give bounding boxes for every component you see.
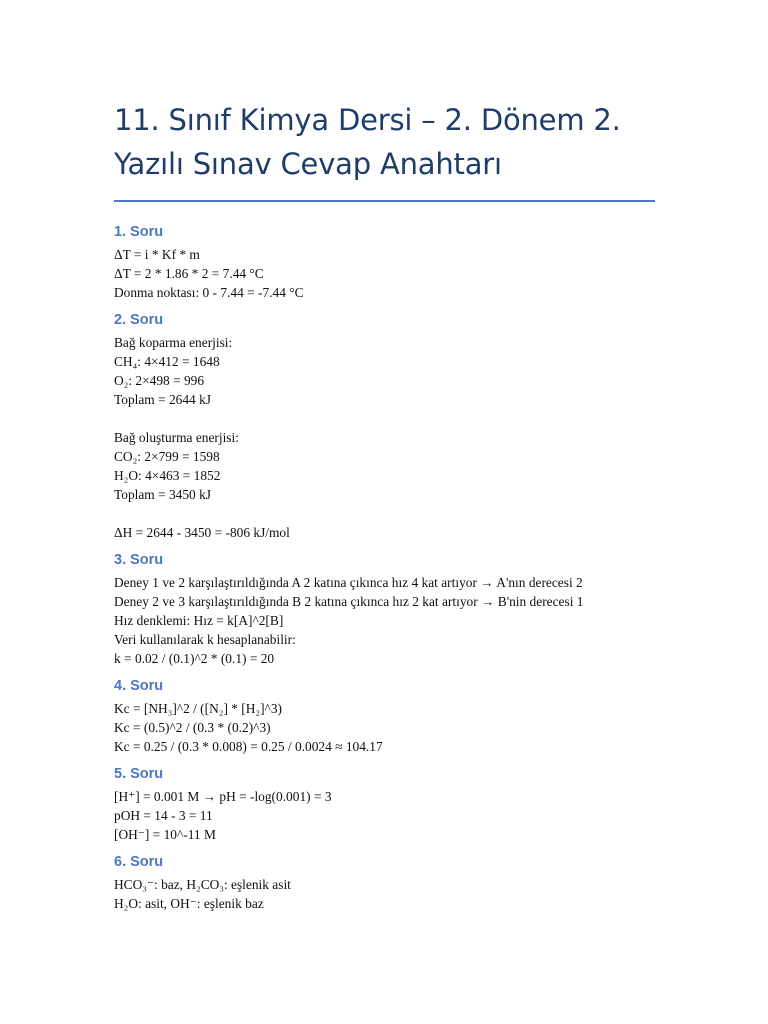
answer-line: H₂O: asit, OH⁻: eşlenik baz [114, 896, 264, 911]
answer-line: Toplam = 3450 kJ [114, 487, 211, 502]
answer-line: [OH⁻] = 10^-11 M [114, 827, 216, 842]
answer-section [114, 677, 654, 756]
section-heading: 3. Soru [114, 552, 164, 568]
answer-line: O₂: 2×498 = 996 [114, 373, 205, 388]
answer-line: H₂O: 4×463 = 1852 [114, 468, 221, 483]
document-title-line-1: 11. Sınıf Kimya Dersi – 2. Dönem 2. [114, 103, 621, 137]
answer-line: ΔH = 2644 - 3450 = -806 kJ/mol [114, 525, 290, 540]
answer-line: Deney 1 ve 2 karşılaştırıldığında A 2 katına çıkınca hız 4 kat artıyor → A'nın derecesi 2 [114, 575, 583, 590]
blank-line [114, 504, 654, 523]
blank-line [114, 409, 654, 428]
answer-sections [114, 223, 654, 913]
answer-line: Toplam = 2644 kJ [114, 392, 211, 407]
answer-line: pOH = 14 - 3 = 11 [114, 808, 213, 823]
answer-line: Donma noktası: 0 - 7.44 = -7.44 °C [114, 285, 304, 300]
section-heading: 2. Soru [114, 312, 164, 328]
answer-line: ΔT = i * Kf * m [114, 247, 200, 262]
document-page [114, 98, 654, 922]
section-heading: 5. Soru [114, 766, 164, 782]
answer-section [114, 223, 654, 302]
section-heading: 1. Soru [114, 224, 164, 240]
answer-line: CH₄: 4×412 = 1648 [114, 354, 220, 369]
answer-line: Deney 2 ve 3 karşılaştırıldığında B 2 katına çıkınca hız 2 kat artıyor → B'nin derecesi 1 [114, 594, 584, 609]
answer-line: Kc = 0.25 / (0.3 * 0.008) = 0.25 / 0.0024 ≈ 104.17 [114, 739, 383, 754]
answer-section [114, 551, 654, 668]
answer-line: Bağ oluşturma enerjisi: [114, 430, 239, 445]
answer-line: Kc = [NH₃]^2 / ([N₂] * [H₂]^3) [114, 701, 282, 716]
document-title-line-2: Yazılı Sınav Cevap Anahtarı [114, 147, 502, 181]
answer-section [114, 311, 654, 542]
answer-line: CO₂: 2×799 = 1598 [114, 449, 220, 464]
title-underline [114, 200, 655, 202]
section-heading: 4. Soru [114, 678, 164, 694]
answer-line: Bağ koparma enerjisi: [114, 335, 233, 350]
answer-line: k = 0.02 / (0.1)^2 * (0.1) = 20 [114, 651, 275, 666]
document-title [114, 98, 654, 200]
answer-line: [H⁺] = 0.001 M → pH = -log(0.001) = 3 [114, 789, 332, 804]
section-heading: 6. Soru [114, 854, 164, 870]
answer-line: Veri kullanılarak k hesaplanabilir: [114, 632, 296, 647]
answer-section [114, 765, 654, 844]
answer-line: Kc = (0.5)^2 / (0.3 * (0.2)^3) [114, 720, 271, 735]
answer-section [114, 853, 654, 913]
answer-line: HCO₃⁻: baz, H₂CO₃: eşlenik asit [114, 877, 291, 892]
answer-line: Hız denklemi: Hız = k[A]^2[B] [114, 613, 284, 628]
answer-line: ΔT = 2 * 1.86 * 2 = 7.44 °C [114, 266, 264, 281]
